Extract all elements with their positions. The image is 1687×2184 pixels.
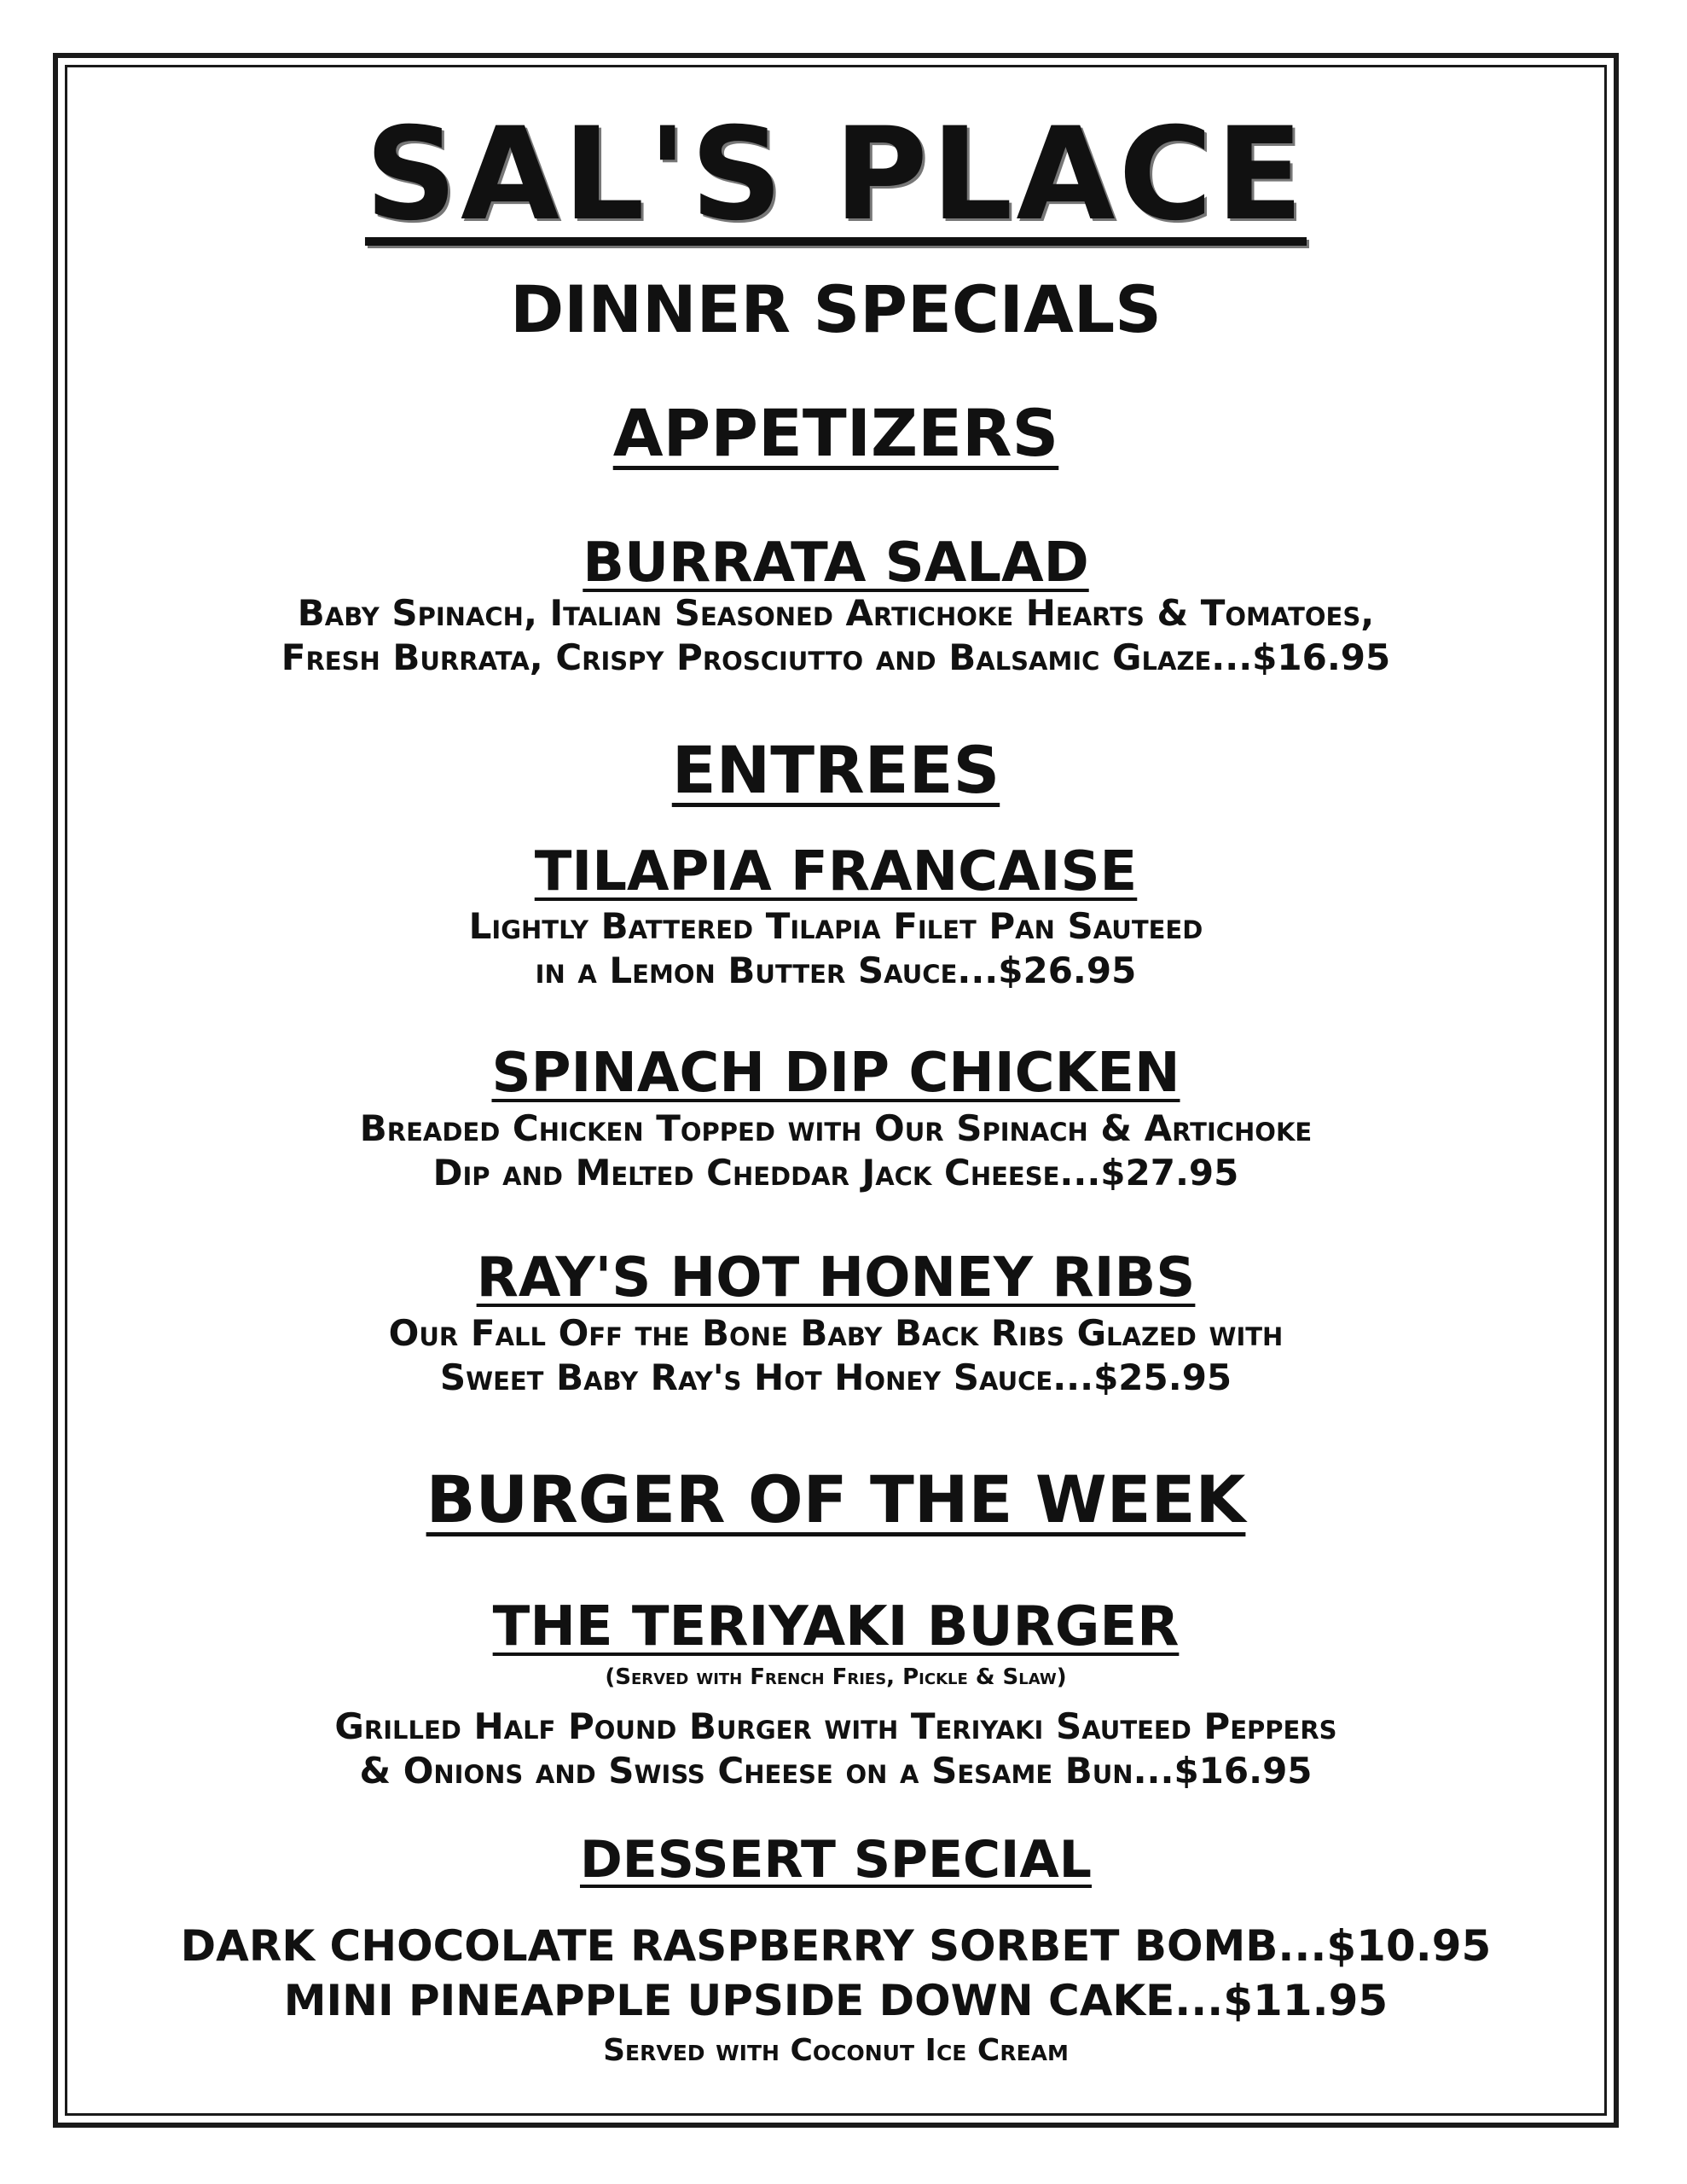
spinach-dip-chicken-desc-line-1: Breaded Chicken Topped with Our Spinach & Artichoke bbox=[359, 1107, 1313, 1149]
restaurant-name: SAL'S PLACE bbox=[364, 101, 1307, 249]
hot-honey-ribs-name: RAY'S HOT HONEY RIBS bbox=[476, 1246, 1196, 1310]
teriyaki-burger-desc-line-1: Grilled Half Pound Burger with Teriyaki Sauteed Peppers bbox=[334, 1705, 1337, 1747]
appetizers-heading: APPETIZERS bbox=[612, 395, 1059, 471]
entrees-heading: ENTREES bbox=[671, 732, 1000, 808]
menu-page bbox=[68, 68, 1603, 2112]
burrata-salad-desc-line-1: Baby Spinach, Italian Seasoned Artichoke Hearts & Tomatoes, bbox=[297, 592, 1375, 634]
hot-honey-ribs-desc-line-1: Our Fall Off the Bone Baby Back Ribs Glazed with bbox=[388, 1312, 1284, 1354]
burrata-salad-desc-line-2: Fresh Burrata, Crispy Prosciutto and Balsamic Glaze...$16.95 bbox=[281, 636, 1391, 678]
dessert-item-2: MINI PINEAPPLE UPSIDE DOWN CAKE...$11.95 bbox=[283, 1976, 1388, 2025]
spinach-dip-chicken-name: SPINACH DIP CHICKEN bbox=[491, 1042, 1180, 1105]
teriyaki-burger-desc-line-2: & Onions and Swiss Cheese on a Sesame Bun...$16.95 bbox=[359, 1750, 1313, 1792]
dessert-heading: DESSERT SPECIAL bbox=[579, 1830, 1093, 1890]
burger-heading: BURGER OF THE WEEK bbox=[426, 1461, 1246, 1537]
teriyaki-burger-name: THE TERIYAKI BURGER bbox=[492, 1595, 1180, 1658]
hot-honey-ribs-desc-line-2: Sweet Baby Ray's Hot Honey Sauce...$25.95 bbox=[439, 1356, 1232, 1398]
dessert-note: Served with Coconut Ice Cream bbox=[603, 2033, 1069, 2068]
menu-title: DINNER SPECIALS bbox=[510, 271, 1162, 347]
teriyaki-burger-sides-note: (Served with French Fries, Pickle & Slaw) bbox=[605, 1664, 1067, 1690]
spinach-dip-chicken-desc-line-2: Dip and Melted Cheddar Jack Cheese...$27.95 bbox=[432, 1152, 1239, 1194]
tilapia-francaise-desc-line-2: in a Lemon Butter Sauce...$26.95 bbox=[535, 950, 1137, 991]
tilapia-francaise-desc-line-1: Lightly Battered Tilapia Filet Pan Sauteed bbox=[468, 905, 1203, 947]
tilapia-francaise-name: TILAPIA FRANCAISE bbox=[534, 840, 1138, 903]
burrata-salad-name: BURRATA SALAD bbox=[583, 531, 1089, 595]
dessert-item-1: DARK CHOCOLATE RASPBERRY SORBET BOMB...$10.95 bbox=[180, 1921, 1492, 1971]
